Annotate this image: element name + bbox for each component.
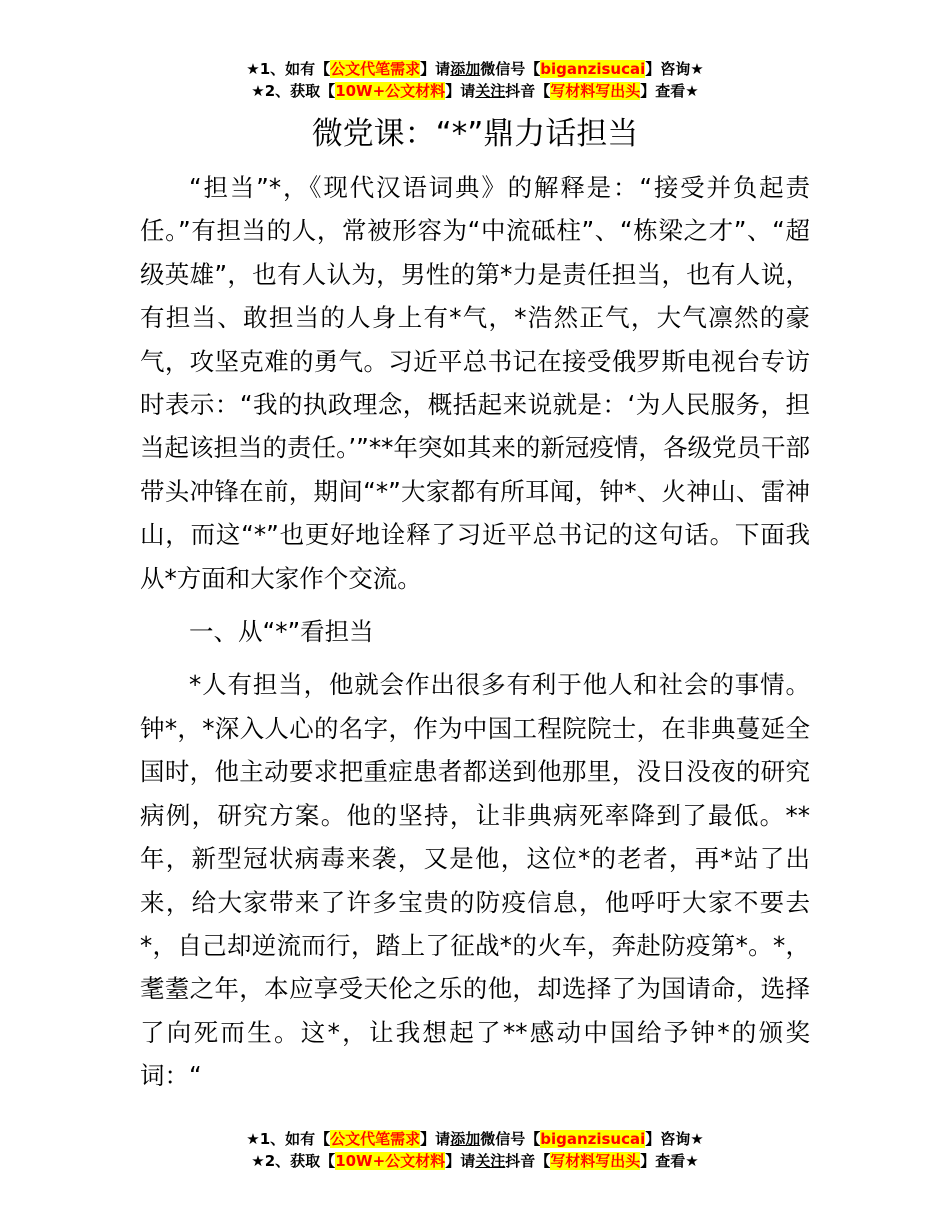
promo-text: ★2、获取【: [251, 82, 336, 100]
promo-text: 】咨询★: [645, 60, 704, 78]
promo-text: 】请: [420, 1130, 451, 1148]
document-title: 微党课：“*”鼎力话担当: [311, 116, 639, 152]
promo-line-2: [0, 80, 950, 102]
promo-text: ★1、如有【: [246, 1130, 331, 1148]
promo-highlight: biganzisucai: [540, 1130, 646, 1148]
promo-text: ★1、如有【: [246, 60, 331, 78]
footer-promo-banner: [0, 1128, 950, 1172]
promo-line-1: [0, 1128, 950, 1150]
promo-highlight: 写材料写出头: [550, 1152, 641, 1170]
promo-highlight: 10W+公文材料: [335, 1152, 446, 1170]
promo-highlight: 10W+公文材料: [335, 82, 446, 100]
promo-text: 】请: [420, 60, 451, 78]
promo-highlight: 公文代笔需求: [330, 60, 421, 78]
promo-emphasis: 关注: [475, 82, 506, 100]
promo-text: 微信号【: [480, 1130, 541, 1148]
promo-line-2: [0, 1150, 950, 1172]
promo-highlight: biganzisucai: [540, 60, 646, 78]
promo-emphasis: 关注: [475, 1152, 506, 1170]
paragraph-intro: “担当”*，《现代汉语词典》的解释是：“接受并负起责任。”有担当的人，常被形容为“中流砥柱”、“栋梁之才”、“超级英雄”，也有人认为，男性的第*力是责任担当，也有人说，有担当、敢担当的人身上有*气，*浩然正气，大气凛然的豪气，攻坚克难的勇气。习近平总书记在接受俄罗斯电视台专访时表示：“我的执政理念，概括起来说就是：‘为人民服务，担当起该担当的责任。’”**年突如其来的新冠疫情，各级党员干部带头冲锋在前，期间“*”大家都有所耳闻，钟*、火神山、雷神山，而这“*”也更好地诠释了习近平总书记的这句话。下面我从*方面和大家作个交流。: [140, 173, 810, 593]
promo-text: 抖音【: [505, 82, 551, 100]
promo-text: 抖音【: [505, 1152, 551, 1170]
promo-text: 】咨询★: [645, 1130, 704, 1148]
section-heading: 一、从“*”看担当: [189, 617, 374, 647]
promo-emphasis: 添加: [450, 60, 481, 78]
document-body: [140, 166, 810, 1098]
promo-emphasis: 添加: [450, 1130, 481, 1148]
paragraph-section-1: *人有担当，他就会作出很多有利于他人和社会的事情。钟*，*深入人心的名字，作为中国工程院院士，在非典蔓延全国时，他主动要求把重症患者都送到他那里，没日没夜的研究病例，研究方案。他的坚持，让非典病死率降到了最低。**年，新型冠状病毒来袭，又是他，这位*的老者，再*站了出来，给大家带来了许多宝贵的防疫信息，他呼吁大家不要去*，自己却逆流而行，踏上了征战*的火车，奔赴防疫第*。*，耄耋之年，本应享受天伦之乐的他，却选择了为国请命，选择了向死而生。这*，让我想起了**感动中国给予钟*的颁奖词：“: [140, 670, 810, 1091]
promo-text: 】请: [445, 82, 476, 100]
promo-highlight: 公文代笔需求: [330, 1130, 421, 1148]
promo-line-1: [0, 58, 950, 80]
promo-text: ★2、获取【: [251, 1152, 336, 1170]
promo-text: 】请: [445, 1152, 476, 1170]
promo-text: 】查看★: [640, 1152, 699, 1170]
promo-highlight: 写材料写出头: [550, 82, 641, 100]
header-promo-banner: [0, 58, 950, 102]
promo-text: 】查看★: [640, 82, 699, 100]
promo-text: 微信号【: [480, 60, 541, 78]
